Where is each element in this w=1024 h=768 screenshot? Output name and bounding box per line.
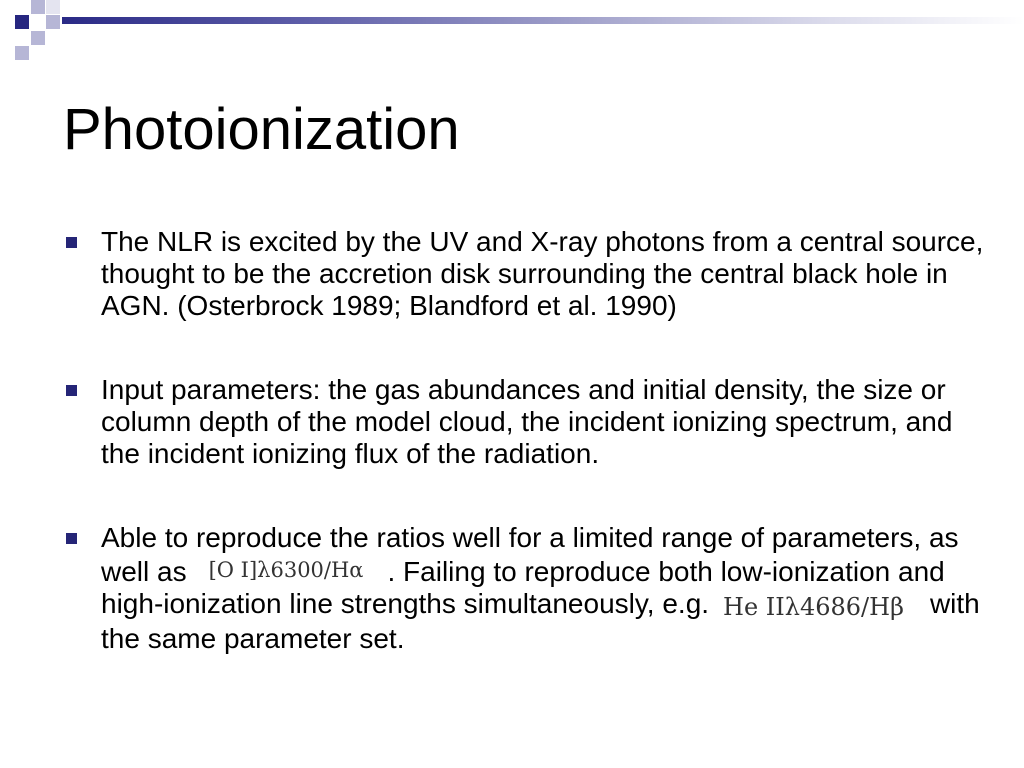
header-gradient-bar (62, 17, 1024, 24)
bullet-text: with the same parameter set. (101, 588, 980, 654)
deco-square (46, 0, 60, 14)
bullet-item (64, 522, 984, 655)
deco-square (15, 46, 29, 60)
square-bullet-icon (66, 385, 77, 396)
square-bullet-icon (66, 533, 77, 544)
bullet-text: The NLR is excited by the UV and X-ray photons from a central source, thought to be the accretion disk surrounding the central black hole in AGN. (Osterbrock 1989; Blandford et al. 1990) (101, 226, 984, 321)
deco-square (31, 31, 45, 45)
bullet-text: Input parameters: the gas abundances and initial density, the size or column depth of the model cloud, the incident ionizing spectrum, and the incident ionizing flux of the radiation. (101, 374, 953, 469)
bullet-item (64, 226, 984, 322)
square-bullet-icon (66, 237, 77, 248)
header-decoration (0, 0, 1024, 64)
bullet-text: . Failing to reproduce both low-ionization and high-ionization line strengths simultaneously, e.g. (101, 556, 945, 619)
bullet-item (64, 374, 984, 470)
deco-square (31, 0, 45, 14)
slide-title: Photoionization (63, 97, 460, 162)
math-expression-oi-halpha: [O I]λ6300/Hα (208, 558, 364, 582)
bullet-list (64, 226, 984, 655)
deco-square (15, 15, 29, 29)
math-expression-heii-hbeta: He IIλ4686/Hβ (723, 593, 904, 621)
bullet-text: Able to reproduce the ratios well for a limited range of parameters, as well as (101, 522, 959, 587)
deco-square (46, 15, 60, 29)
